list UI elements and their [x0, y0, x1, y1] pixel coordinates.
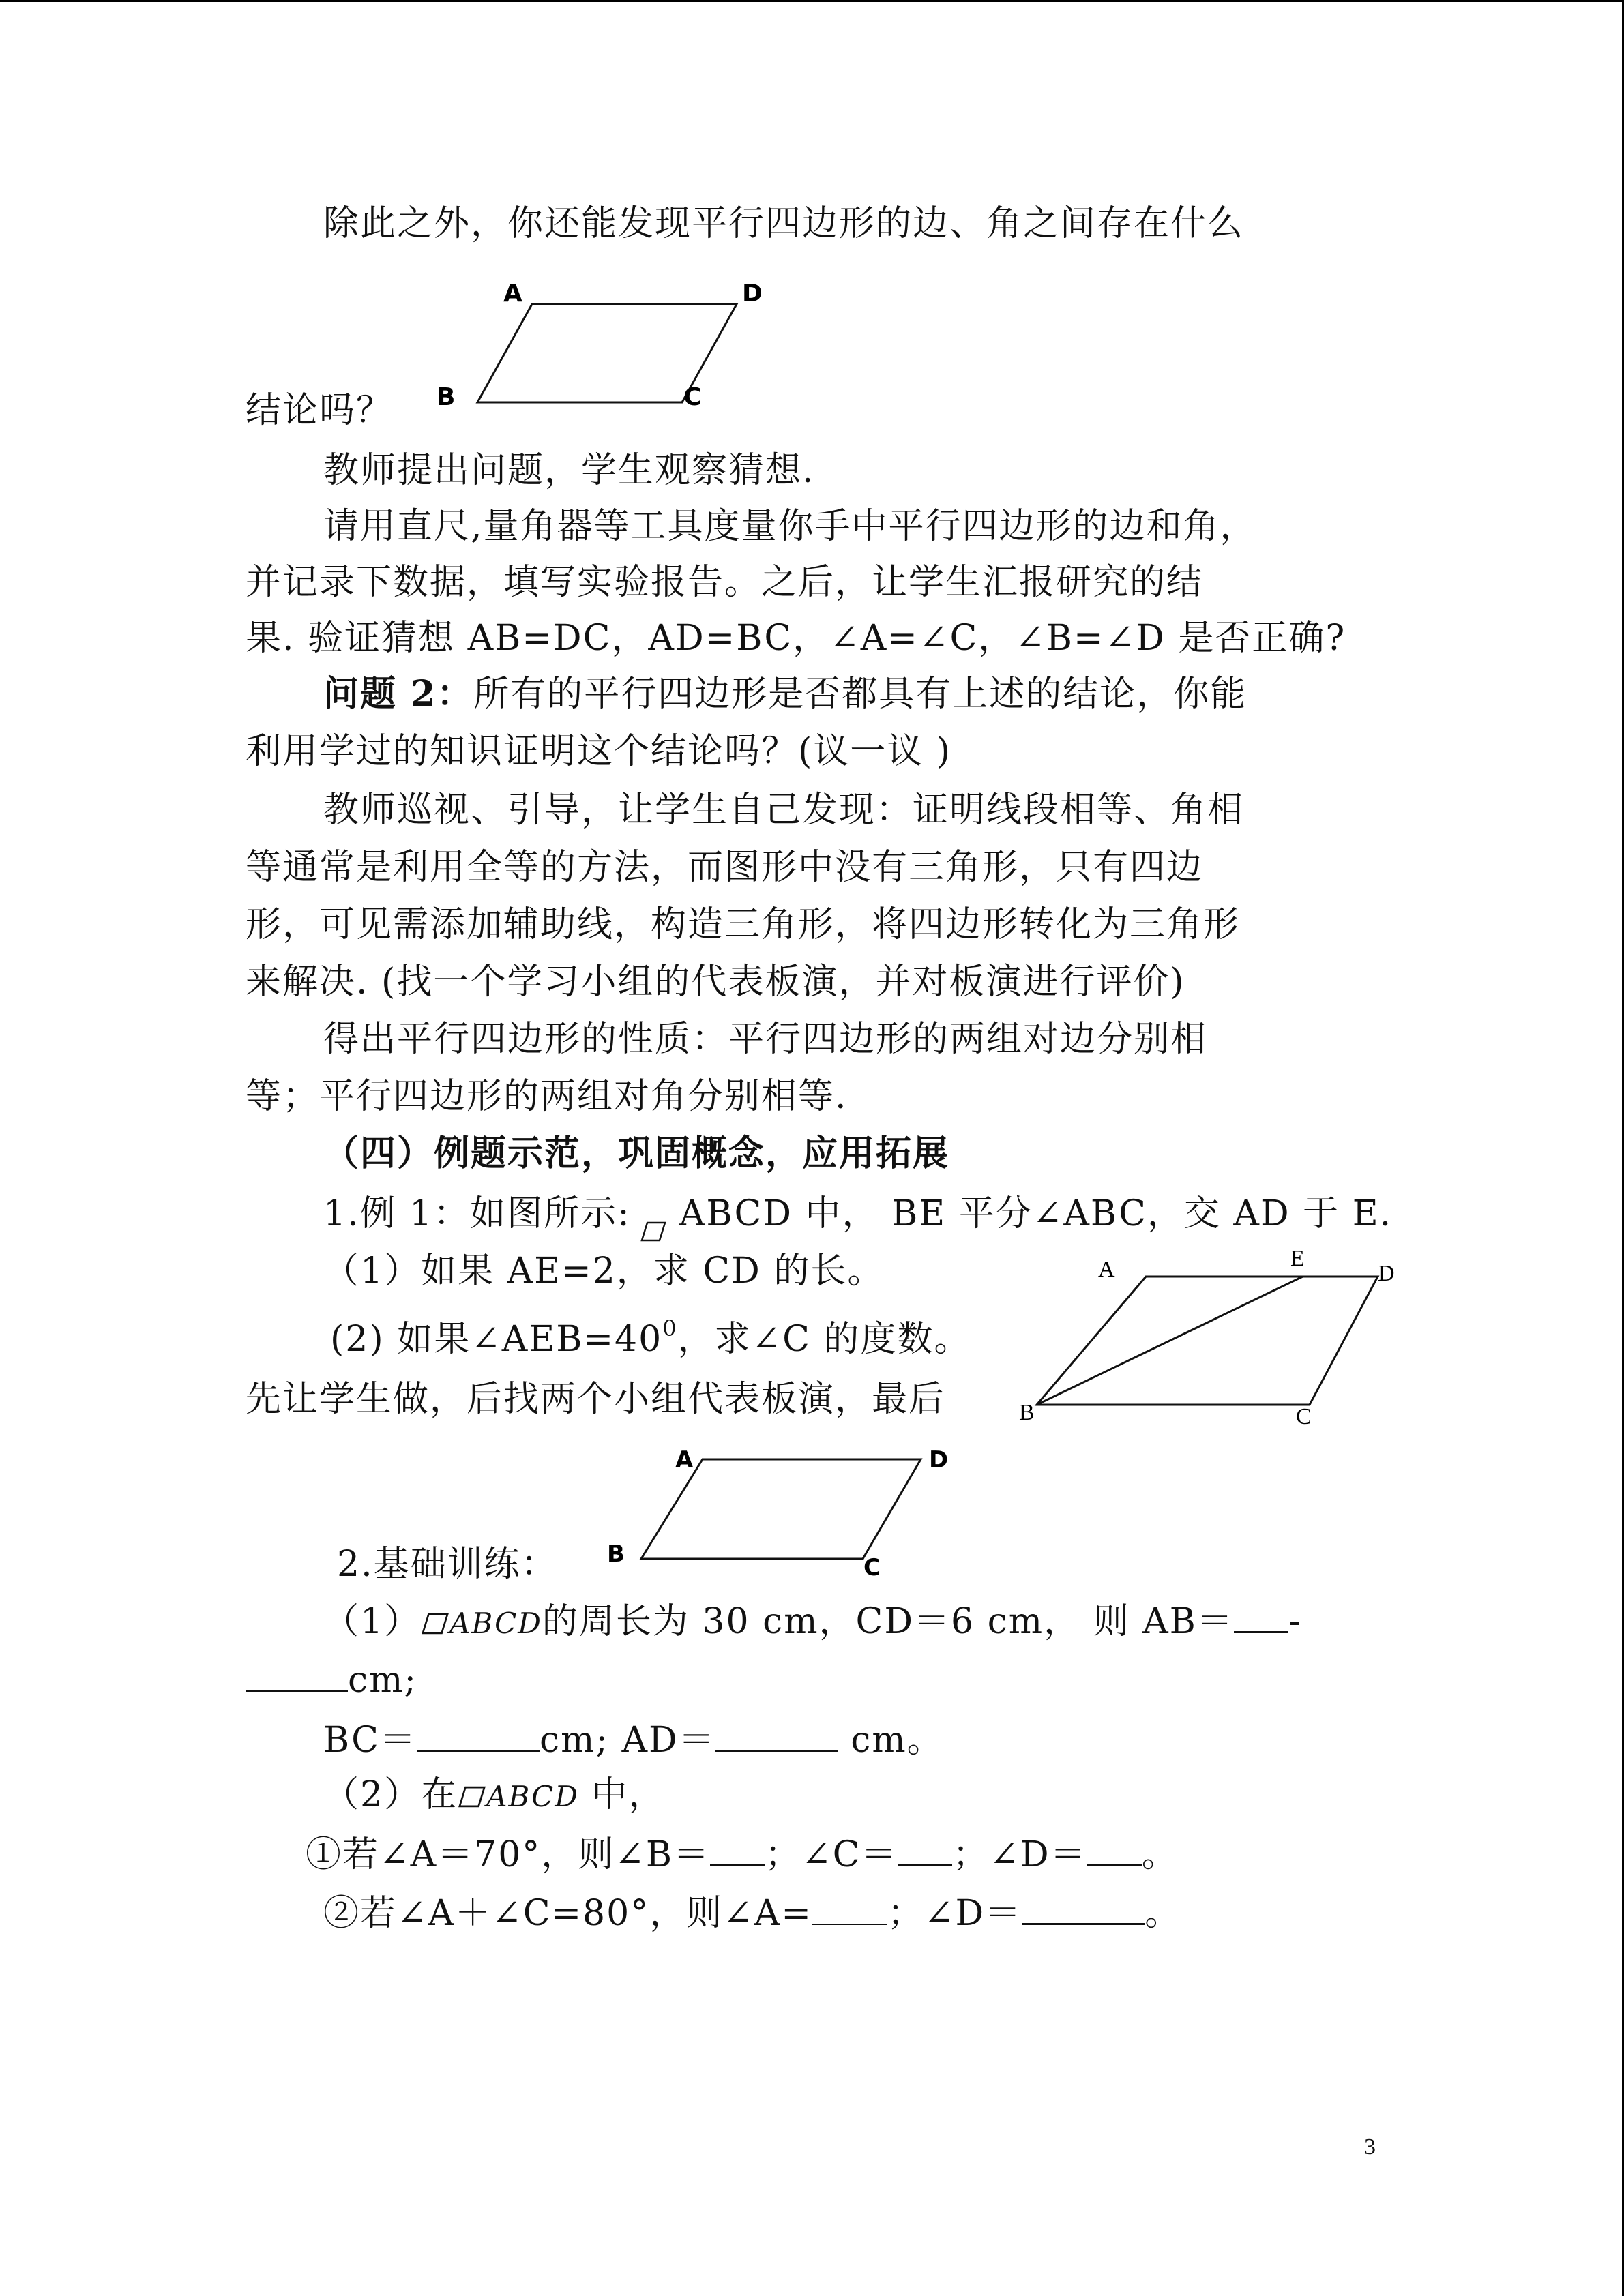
fig1-label-b: B — [437, 383, 456, 411]
fig2-label-c: C — [1296, 1404, 1312, 1429]
text-line-10: 等通常是利用全等的方法，而图形中没有三角形，只有四边 — [246, 847, 1204, 888]
exercise-1-abcd: ABCD — [449, 1607, 542, 1640]
fig2-label-e: E — [1290, 1246, 1305, 1271]
text-line-5: 并记录下数据，填写实验报告。之后，让学生汇报研究的结 — [246, 562, 1204, 603]
parallelogram-figure-1 — [430, 273, 763, 416]
part-2-c: 。 — [1145, 1893, 1182, 1934]
exercise-2-suffix: 中， — [578, 1774, 666, 1815]
part-1-b: ；∠C＝ — [765, 1834, 898, 1875]
example-1-part-1: （1）如果 AE=2，求 CD 的长。 — [323, 1251, 885, 1292]
text-line-11: 形，可见需添加辅助线，构造三角形，将四边形转化为三角形 — [246, 904, 1241, 945]
fig1-label-c: C — [683, 383, 702, 411]
text-line-7 — [323, 672, 1247, 716]
fig1-label-d: D — [742, 280, 763, 308]
answer-blank-angle-a[interactable] — [812, 1891, 887, 1925]
parallelogram-figure-3 — [600, 1439, 969, 1582]
part-2-b: ；∠D＝ — [887, 1893, 1022, 1934]
section-heading-4: （四）例题示范，巩固概念，应用拓展 — [323, 1133, 950, 1174]
example-1-line — [323, 1192, 1392, 1236]
part-1-d: 。 — [1141, 1834, 1179, 1875]
answer-blank-angle-c[interactable] — [898, 1832, 952, 1866]
example-1-text: ABCD 中， BE 平分∠ABC，交 AD 于 E. — [679, 1193, 1393, 1234]
answer-blank-bc[interactable] — [417, 1717, 540, 1752]
exercise-1-text: 的周长为 30 cm，CD＝6 cm， 则 AB＝ — [542, 1601, 1234, 1642]
text-line-3: 教师提出问题，学生观察猜想. — [323, 450, 815, 491]
text-line-19: 先让学生做，后找两个小组代表板演，最后 — [246, 1379, 946, 1420]
answer-blank-ab-cont[interactable] — [246, 1657, 348, 1692]
exercise-2-part-2 — [323, 1890, 1181, 1935]
degree-superscript: 0 — [662, 1315, 678, 1341]
text-line-13: 得出平行四边形的性质：平行四边形的两组对边分别相 — [323, 1019, 1208, 1060]
exercise-1-continued — [246, 1657, 417, 1702]
fig1-label-a: A — [503, 280, 522, 308]
text-line-12: 来解决. (找一个学习小组的代表板演，并对板演进行评价) — [246, 961, 1185, 1002]
answer-blank-angle-d2[interactable] — [1022, 1890, 1145, 1925]
example-1-part-2-b: ，求∠C 的度数。 — [677, 1319, 971, 1360]
part-2-a: ②若∠A＋∠C=80°，则∠A= — [323, 1893, 812, 1934]
page-border-top — [0, 0, 1624, 2]
text-line-8: 利用学过的知识证明这个结论吗？(议一议 ) — [246, 731, 952, 772]
page-number: 3 — [1364, 2134, 1376, 2160]
answer-blank-angle-d[interactable] — [1087, 1832, 1142, 1866]
exercise-1-line — [323, 1598, 1301, 1645]
ad-unit: cm。 — [838, 1720, 944, 1761]
exercise-1-dash: - — [1288, 1601, 1302, 1642]
fig3-label-b: B — [607, 1540, 625, 1568]
basic-training-heading: 2.基础训练： — [337, 1544, 558, 1585]
parallelogram-symbol-icon — [421, 1613, 449, 1635]
bc-label: BC＝ — [323, 1720, 417, 1761]
ad-label: cm; AD＝ — [539, 1720, 715, 1761]
fig2-label-b: B — [1019, 1400, 1035, 1425]
part-1-c: ；∠D＝ — [952, 1834, 1087, 1875]
question-2-text: 所有的平行四边形是否都具有上述的结论，你能 — [473, 674, 1247, 715]
exercise-1-bc-ad — [323, 1717, 944, 1762]
text-line-14: 等；平行四边形的两组对角分别相等. — [246, 1076, 848, 1117]
exercise-1-unit: cm; — [348, 1660, 417, 1701]
fig2-label-d: D — [1378, 1261, 1395, 1286]
exercise-2-part-1 — [306, 1832, 1179, 1877]
exercise-1-number: （1） — [323, 1601, 422, 1642]
fig3-label-d: D — [929, 1446, 949, 1474]
text-line-2: 结论吗？ — [246, 390, 394, 431]
answer-blank-angle-b[interactable] — [710, 1832, 765, 1866]
example-1-label: 1.例 1：如图所示: — [323, 1193, 631, 1234]
text-line-6: 果. 验证猜想 AB=DC，AD=BC，∠A=∠C，∠B=∠D 是否正确? — [246, 618, 1346, 659]
text-line-9: 教师巡视、引导，让学生自己发现：证明线段相等、角相 — [323, 790, 1245, 831]
text-line-4: 请用直尺,量角器等工具度量你手中平行四边形的边和角， — [323, 506, 1257, 547]
example-1-part-2 — [330, 1307, 971, 1361]
fig2-label-a: A — [1098, 1257, 1115, 1282]
part-1-a: ①若∠A＝70°，则∠B＝ — [306, 1834, 711, 1875]
answer-blank-ad[interactable] — [715, 1717, 838, 1752]
parallelogram-figure-2 — [1009, 1241, 1419, 1432]
exercise-2-prefix: （2）在 — [323, 1774, 458, 1815]
parallelogram-symbol-icon — [640, 1221, 666, 1242]
example-1-part-2-a: (2) 如果∠AEB=40 — [330, 1319, 663, 1360]
question-2-label: 问题 2： — [323, 673, 474, 715]
answer-blank-ab[interactable] — [1234, 1598, 1288, 1633]
fig3-label-c: C — [863, 1554, 881, 1581]
text-line-1: 除此之外，你还能发现平行四边形的边、角之间存在什么 — [323, 203, 1245, 244]
exercise-2-line — [323, 1773, 665, 1819]
exercise-2-abcd: ABCD — [486, 1780, 579, 1813]
parallelogram-symbol-icon — [458, 1786, 486, 1808]
fig3-label-a: A — [675, 1446, 694, 1474]
